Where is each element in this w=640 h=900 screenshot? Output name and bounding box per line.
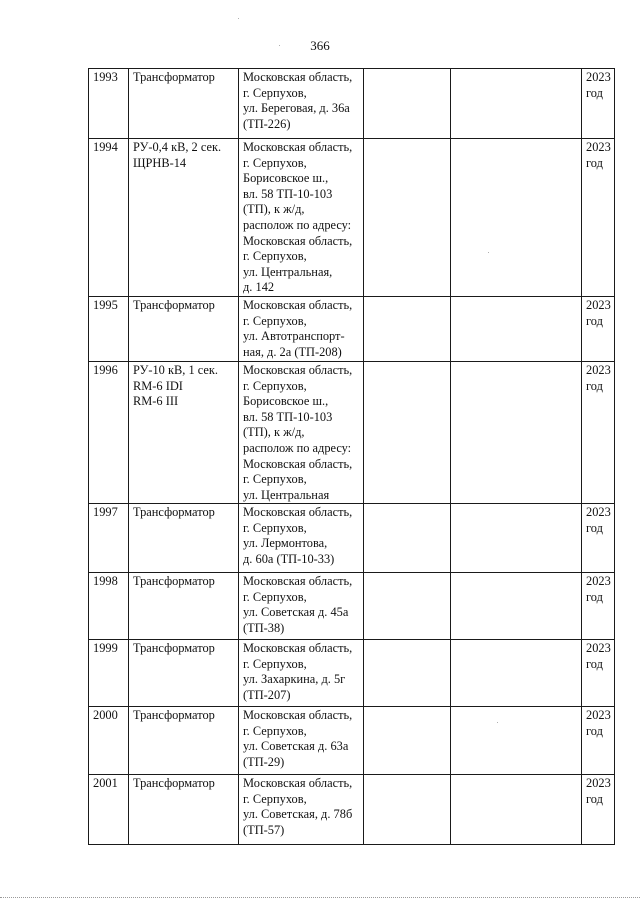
- year-cell: [582, 296, 615, 361]
- scan-speck: [497, 722, 498, 723]
- empty-cell: [451, 640, 582, 707]
- object-name: [129, 296, 239, 361]
- row-number: 2001: [89, 775, 129, 845]
- object-address-text: Московская область, г. Серпухов, Борисовское ш., вл. 58 ТП-10-103 (ТП), к ж/д, располож по адресу: Московская область, г. Серпухов, ул. Центральная: [243, 362, 353, 502]
- object-address: [239, 707, 364, 775]
- object-address-text: Московская область, г. Серпухов, ул. Советская д. 63а (ТП-29): [243, 708, 353, 770]
- empty-cell: [364, 504, 451, 573]
- object-address-text: Московская область, г. Серпухов, ул. Лермонтова, д. 60а (ТП-10-33): [243, 505, 353, 567]
- year-text: 2023 год: [586, 70, 611, 100]
- year-cell: [582, 775, 615, 845]
- table-row: [89, 707, 615, 775]
- empty-cell: [364, 361, 451, 503]
- empty-cell: [451, 504, 582, 573]
- year-text: 2023 год: [586, 776, 611, 806]
- object-name: [129, 573, 239, 640]
- year-text: 2023 год: [586, 362, 611, 393]
- object-name: [129, 361, 239, 503]
- year-text: 2023 год: [586, 574, 611, 604]
- object-name-text: Трансформатор: [133, 505, 215, 520]
- table-row: [89, 573, 615, 640]
- empty-cell: [364, 296, 451, 361]
- empty-cell: [364, 139, 451, 297]
- object-address: [239, 775, 364, 845]
- empty-cell: [364, 775, 451, 845]
- year-cell: [582, 361, 615, 503]
- object-name: [129, 69, 239, 139]
- table-row: [89, 504, 615, 573]
- empty-cell: [451, 573, 582, 640]
- scan-speck: [238, 18, 239, 19]
- table-row: [89, 640, 615, 707]
- year-text: 2023 год: [586, 140, 611, 170]
- year-cell: [582, 139, 615, 297]
- object-name: [129, 707, 239, 775]
- scan-edge-line: [0, 897, 640, 899]
- empty-cell: [364, 69, 451, 139]
- row-number: 1994: [89, 139, 129, 297]
- table-row: [89, 361, 615, 503]
- object-name: [129, 775, 239, 845]
- table-row: [89, 775, 615, 845]
- object-name: [129, 139, 239, 297]
- empty-cell: [364, 640, 451, 707]
- object-address: [239, 69, 364, 139]
- object-address-text: Московская область, г. Серпухов, Борисовское ш., вл. 58 ТП-10-103 (ТП), к ж/д, располож по адресу: Московская область, г. Серпухов, ул. Центральная, д. 142: [243, 140, 353, 295]
- empty-cell: [451, 139, 582, 297]
- object-name-text: Трансформатор: [133, 70, 215, 84]
- table-row: [89, 139, 615, 297]
- year-cell: [582, 573, 615, 640]
- row-number: 1996: [89, 361, 129, 503]
- year-text: 2023 год: [586, 641, 611, 671]
- object-address: [239, 296, 364, 361]
- empty-cell: [451, 69, 582, 139]
- row-number: 1993: [89, 69, 129, 139]
- object-name-text: Трансформатор: [133, 641, 215, 656]
- object-address-text: Московская область, г. Серпухов, ул. Советская д. 45а (ТП-38): [243, 574, 353, 636]
- empty-cell: [451, 775, 582, 845]
- object-name-text: РУ-10 кВ, 1 сек. RM-6 IDI RM-6 III: [133, 362, 219, 409]
- object-address-text: Московская область, г. Серпухов, ул. Береговая, д. 36а (ТП-226): [243, 70, 353, 131]
- table-row: [89, 296, 615, 361]
- object-address: [239, 361, 364, 503]
- row-number: 1999: [89, 640, 129, 707]
- registry-table: [88, 68, 615, 845]
- empty-cell: [451, 361, 582, 503]
- object-name-text: Трансформатор: [133, 574, 215, 589]
- object-address: [239, 640, 364, 707]
- object-address-text: Московская область, г. Серпухов, ул. Советская, д. 78б (ТП-57): [243, 776, 353, 838]
- page-number: 366: [310, 38, 330, 53]
- row-number: 1997: [89, 504, 129, 573]
- year-cell: [582, 640, 615, 707]
- empty-cell: [451, 296, 582, 361]
- row-number: 1995: [89, 296, 129, 361]
- object-address: [239, 139, 364, 297]
- year-cell: [582, 69, 615, 139]
- object-name: [129, 504, 239, 573]
- object-name-text: Трансформатор: [133, 708, 215, 723]
- object-address-text: Московская область, г. Серпухов, ул. Захаркина, д. 5г (ТП-207): [243, 641, 353, 703]
- scan-speck: [488, 252, 489, 253]
- row-number: 1998: [89, 573, 129, 640]
- year-cell: [582, 707, 615, 775]
- table-row: [89, 69, 615, 139]
- empty-cell: [364, 573, 451, 640]
- row-number: 2000: [89, 707, 129, 775]
- scan-speck: [279, 45, 280, 46]
- year-cell: [582, 504, 615, 573]
- object-name: [129, 640, 239, 707]
- object-address: [239, 573, 364, 640]
- object-name-text: Трансформатор: [133, 297, 215, 312]
- year-text: 2023 год: [586, 297, 611, 328]
- empty-cell: [364, 707, 451, 775]
- object-address: [239, 504, 364, 573]
- year-text: 2023 год: [586, 505, 611, 535]
- year-text: 2023 год: [586, 708, 611, 738]
- object-address-text: Московская область, г. Серпухов, ул. Автотранспорт- ная, д. 2а (ТП-208): [243, 297, 353, 359]
- object-name-text: РУ-0,4 кВ, 2 сек. ЩРНВ-14: [133, 140, 222, 170]
- object-name-text: Трансформатор: [133, 776, 215, 791]
- empty-cell: [451, 707, 582, 775]
